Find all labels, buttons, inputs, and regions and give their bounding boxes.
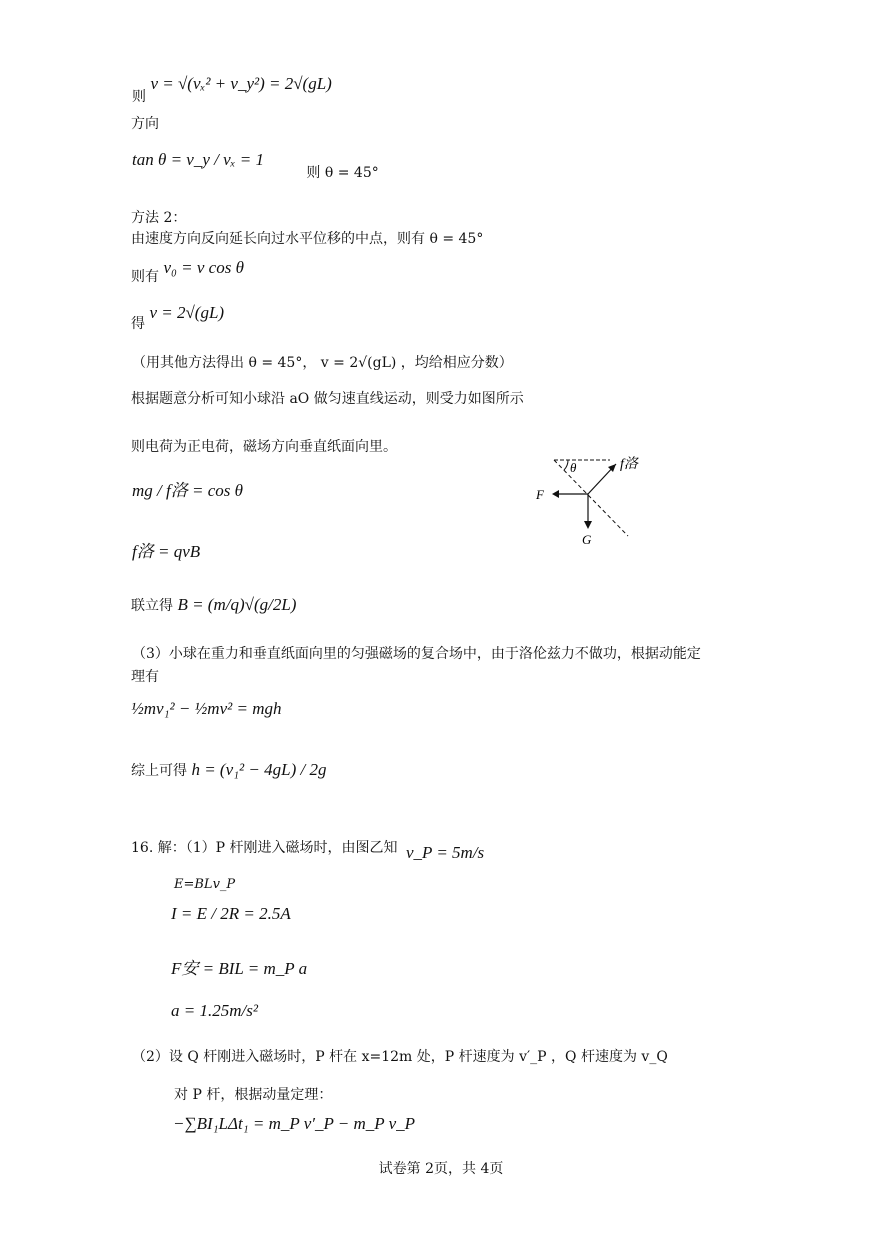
text-other-methods: （用其他方法得出 θ = 45°， v = 2√(gL) ，均给相应分数） — [132, 355, 513, 371]
text-direction: 方向 — [131, 116, 159, 132]
equation-current: I = E / 2R = 2.5A — [171, 904, 291, 923]
equation-v0: 则有 v₀ = v cos θ — [131, 258, 244, 285]
equation-energy: ½mv₁² − ½mv² = mgh — [131, 699, 282, 718]
equation-momentum: −∑BI₁LΔt₁ = m_P v′_P − m_P v_P — [173, 1114, 416, 1133]
force-diagram — [528, 450, 678, 550]
text-part-3: （3）小球在重力和垂直纸面向里的匀强磁场的复合场中，由于洛伦兹力不做功，根据动能定 — [132, 646, 701, 662]
text-part-3-cont: 理有 — [131, 669, 159, 685]
equation-h: 综上可得 h = (v₁² − 4gL) / 2g — [131, 760, 327, 779]
electric-force-label: F — [536, 487, 544, 502]
text-reverse-extension: 由速度方向反向延长向过水平位移的中点，则有 θ = 45° — [131, 231, 484, 247]
angle-arc — [564, 460, 568, 470]
equation-emf: E=BLv_P — [174, 877, 236, 892]
lorentz-force-label: f洛 — [620, 457, 638, 472]
page-footer: 试卷第 2页，共 4页 — [378, 1161, 504, 1177]
text-part-2: （2）设 Q 杆刚进入磁场时，P 杆在 x=12m 处，P 杆速度为 v′_P ，Q 杆速度为 v_Q — [132, 1049, 668, 1065]
text-momentum-theorem: 对 P 杆，根据动量定理： — [174, 1087, 333, 1103]
text-uniform-motion: 根据题意分析可知小球沿 aO 做匀速直线运动，则受力如图所示 — [131, 391, 524, 407]
equation-acceleration: a = 1.25m/s² — [171, 1001, 258, 1020]
equation-lorentz-force: f洛 = qvB — [132, 542, 201, 561]
incline-dashed-line — [554, 460, 628, 536]
equation-v: 得 v = 2√(gL) — [131, 303, 225, 332]
equation-speed: 则 v = √(vₓ² + v_y²) = 2√(gL) — [132, 74, 332, 105]
angle-label: θ — [570, 460, 577, 475]
text-charge-field: 则电荷为正电荷，磁场方向垂直纸面向里。 — [131, 439, 397, 455]
text-method-2: 方法 2： — [131, 210, 187, 226]
equation-ampere-force: F安 = BIL = m_P a — [171, 959, 308, 978]
equation-B: 联立得 B = (m/q)√(g/2L) — [131, 595, 297, 614]
equation-tan-theta: tan θ = v_y / vₓ = 1 则 θ = 45° — [132, 150, 379, 181]
equation-mg-over-f: mg / f洛 = cos θ — [132, 481, 243, 500]
gravity-label: G — [582, 532, 592, 547]
problem-16-header: 16. 解：（1）P 杆刚进入磁场时，由图乙知 v_P = 5m/s — [131, 840, 485, 862]
